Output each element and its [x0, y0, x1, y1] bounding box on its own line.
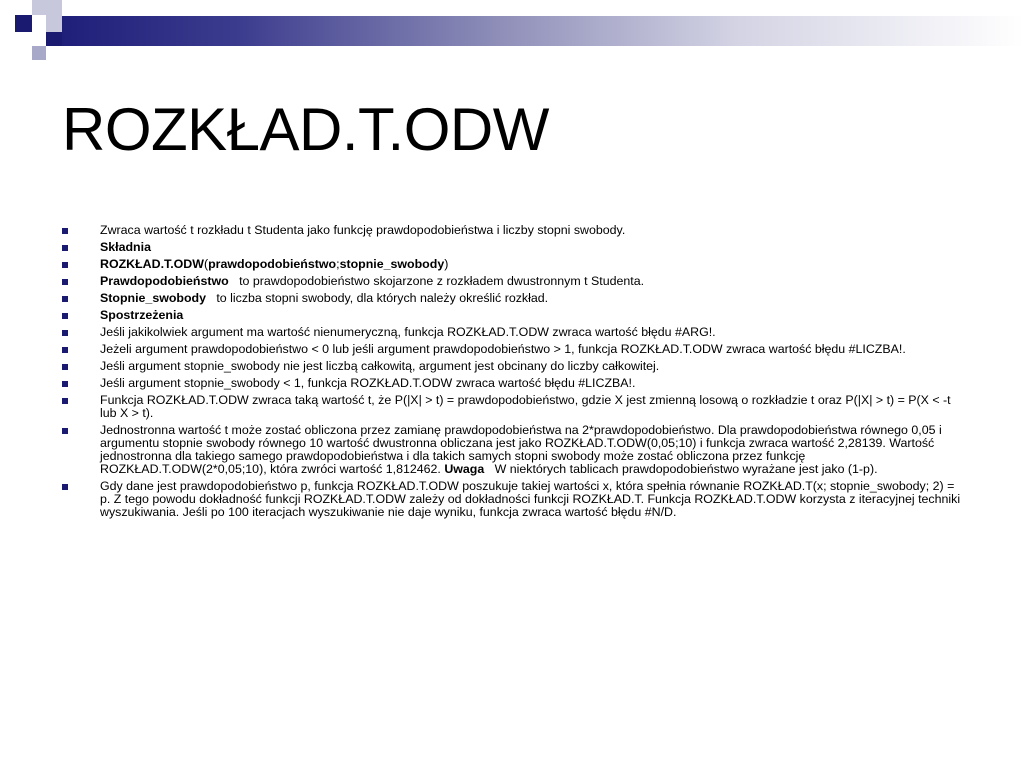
- square-bullet-icon: [62, 364, 68, 370]
- item-text: Gdy dane jest prawdopodobieństwo p, funkcja ROZKŁAD.T.ODW poszukuje takiej wartości x, która spełnia równanie ROZKŁAD.T(x; stopnie_swobody; 2) = p. Z tego powodu dokładność funkcji ROZKŁAD.T.ODW zależy od dokładności funkcji ROZKŁAD.T. Funkcja ROZKŁAD.T.ODW korzysta z iteracyjnej techniki wyszukiwania. Jeśli po 100 iteracjach wyszukiwanie nie daje wyniku, funkcja zwraca wartość błędu #N/D.: [100, 479, 961, 519]
- square-bullet-icon: [62, 262, 68, 268]
- list-item: [62, 360, 962, 373]
- paren-open: (: [203, 257, 209, 271]
- section-heading: Składnia: [100, 240, 151, 254]
- arg-probability: prawdopodobieństwo: [208, 257, 337, 271]
- item-text: Jeśli argument stopnie_swobody nie jest liczbą całkowitą, argument jest obcinany do liczby całkowitej.: [100, 359, 660, 373]
- list-item: [62, 480, 962, 519]
- term-label: Prawdopodobieństwo: [100, 274, 229, 288]
- square-bullet-icon: [62, 347, 68, 353]
- section-heading: Spostrzeżenia: [100, 308, 184, 322]
- item-text: Jeżeli argument prawdopodobieństwo < 0 lub jeśli argument prawdopodobieństwo > 1, funkcja ROZKŁAD.T.ODW zwraca wartość błędu #LICZBA!.: [100, 342, 906, 356]
- square-bullet-icon: [62, 398, 68, 404]
- decor-square: [32, 15, 46, 32]
- square-bullet-icon: [62, 228, 68, 234]
- square-bullet-icon: [62, 313, 68, 319]
- item-text: Jeśli jakikolwiek argument ma wartość nienumeryczną, funkcja ROZKŁAD.T.ODW zwraca wartość błędu #ARG!.: [100, 325, 716, 339]
- item-text: Zwraca wartość t rozkładu t Studenta jako funkcję prawdopodobieństwa i liczby stopni swobody.: [100, 223, 626, 237]
- decor-square: [32, 0, 46, 15]
- term-label: Stopnie_swobody: [100, 291, 207, 305]
- square-bullet-icon: [62, 484, 68, 490]
- function-name: ROZKŁAD.T.ODW: [100, 257, 204, 271]
- term-description: to prawdopodobieństwo skojarzone z rozkładem dwustronnym t Studenta.: [239, 274, 645, 288]
- note-label: Uwaga: [444, 462, 485, 476]
- decor-square: [46, 0, 62, 15]
- header-gradient-bar: [62, 16, 1024, 46]
- square-bullet-icon: [62, 330, 68, 336]
- decor-square: [46, 32, 62, 46]
- arg-separator: ;: [336, 257, 340, 271]
- list-item: [62, 424, 962, 476]
- list-item: [62, 258, 962, 271]
- bullet-list: [62, 224, 962, 523]
- decor-square: [15, 15, 32, 32]
- list-item: [62, 309, 962, 322]
- slide-title: ROZKŁAD.T.ODW: [62, 96, 549, 163]
- item-text: Jednostronna wartość t może zostać obliczona przez zamianę prawdopodobieństwa na 2*prawdopodobieństwo. Dla prawdopodobieństwa równego 0,05 i argumentu stopnie swobody równego 10 wartość dwustronna obliczana jest jako ROZKŁAD.T.ODW(0,05;10) i funkcja zwraca wartość 2,28139. Wartość jednostronna dla takiego samego prawdopodobieństwa i dla takich samych stopni swobody może zostać obliczona przez funkcję ROZKŁAD.T.ODW(2*0,05;10), która zwróci wartość 1,812462.: [100, 423, 942, 476]
- square-bullet-icon: [62, 245, 68, 251]
- item-text: Funkcja ROZKŁAD.T.ODW zwraca taką wartość t, że P(|X| > t) = prawdopodobieństwo, gdzie X jest zmienną losową o rozkładzie t oraz P(|X| > t) = P(X < -t lub X > t).: [100, 393, 951, 420]
- square-bullet-icon: [62, 381, 68, 387]
- list-item: [62, 292, 962, 305]
- square-bullet-icon: [62, 279, 68, 285]
- list-item: [62, 343, 962, 356]
- arg-degrees: stopnie_swobody: [339, 257, 445, 271]
- list-item: [62, 394, 962, 420]
- list-item: [62, 224, 962, 237]
- paren-close: ): [444, 257, 449, 271]
- square-bullet-icon: [62, 428, 68, 434]
- list-item: [62, 326, 962, 339]
- term-description: to liczba stopni swobody, dla których należy określić rozkład.: [216, 291, 549, 305]
- decor-square: [32, 46, 46, 60]
- note-text: W niektórych tablicach prawdopodobieństwo wyrażane jest jako (1-p).: [494, 462, 878, 476]
- decor-square: [46, 15, 62, 32]
- square-bullet-icon: [62, 296, 68, 302]
- list-item: [62, 377, 962, 390]
- list-item: [62, 275, 962, 288]
- header-decoration: [0, 0, 1024, 62]
- item-text: Jeśli argument stopnie_swobody < 1, funkcja ROZKŁAD.T.ODW zwraca wartość błędu #LICZBA!.: [100, 376, 636, 390]
- list-item: [62, 241, 962, 254]
